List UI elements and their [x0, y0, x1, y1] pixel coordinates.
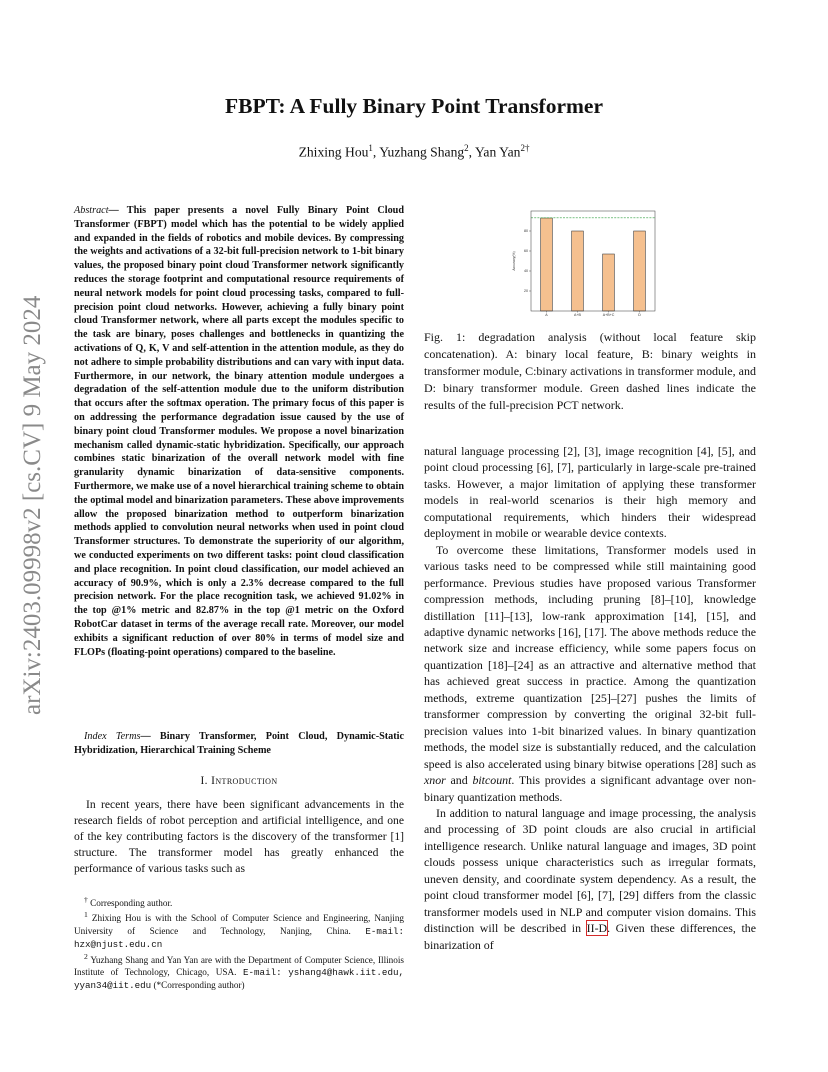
- y-tick-label: 80: [524, 229, 528, 234]
- author-line: Zhixing Hou$^1$, Yuzhang Shang$^2$, Yan Yan$^{2\dagger}$: [298, 143, 530, 160]
- body-paragraph: In addition to natural language and image processing, the analysis and processing of 3D point clouds are also crucial in artificial intelligence research. Unlike natural language and images, 3D point clouds possess unique characteristics such as irregular formats, uneven density, and coordinate system dependency. As a result, the point cloud transformer model [6], [7], [29] differs from the classic transformer models used in NLP and computer vision domains. This distinction will be described in II-D. Given these differences, the binarization of: [424, 805, 757, 952]
- figure-label: Fig. 1:: [424, 330, 466, 344]
- abstract-label: Abstract: [74, 205, 109, 216]
- footnote-2: $^2$ Yuzhang Shang and Yan Yan are with the Department of Computer Science, Illinois Institute of Technology, Chicago, USA. E-mail: yshang4@hawk.iit.edu, yyan34@iit.edu (*Corresponding author): [74, 951, 404, 992]
- figure-caption: [424, 329, 756, 414]
- y-axis-label: Accuracy(%): [512, 251, 516, 271]
- body-paragraph: To overcome these limitations, Transformer models used in various tasks need to be compressed while still maintaining good performance. Previous studies have proposed various Transformer compression methods, including pruning [8]–[10], knowledge distillation [11]–[13], low-rank approximation [14], [15], and adaptive dynamic networks [16], [17]. The above methods reduce the network size and increase efficiency, while some papers focus on quantization [18]–[24] as an attractive and alternative method that has achieved great success in practice. Among the quantization methods, extreme quantization [25]–[27] pushes the limits of transformer compression by converting the original 32-bit full-precision values into 1-bit binarized values. In binary quantization methods, the model size is substantially reduced, and the calculation speed is also accelerated using binary bitwise operations [28] such as xnor and bitcount. This provides a significant advantage over non-binary quantization methods.: [424, 542, 756, 804]
- author-name: Yan Yan: [474, 144, 521, 160]
- x-tick-label: A: [545, 313, 548, 317]
- footnotes: [74, 894, 404, 993]
- right-column-body: [424, 443, 756, 953]
- index-terms: Index Terms— Binary Transformer, Point Cloud, Dynamic-Static Hybridization, Hierarchical Training Scheme: [74, 731, 404, 756]
- section-title: Introduction: [211, 775, 278, 787]
- author-name: Yuzhang Shang: [379, 144, 465, 160]
- section-reference-link[interactable]: II-D: [586, 921, 608, 936]
- x-tick-label: A+B+C: [602, 313, 615, 317]
- figure-1-chart: [509, 205, 659, 317]
- abstract-text: This paper presents a novel Fully Binary Point Cloud Transformer (FBPT) model which has the potential to be widely applied and expanded in the fields of robotics and mobile devices. By compressing the weights and activations of a 32-bit full-precision network to 1-bit binary values, the proposed binary point cloud Transformer network significantly reduces the storage footprint and computational resource requirements of neural network models for point cloud processing tasks, compared to full-precision point cloud networks. However, achieving a fully binary point cloud Transformer network, where all parts except the modules specific to the task are binary, poses challenges and bottlenecks in quantizing the activations of Q, K, V and self-attention in the attention module, as they do not adhere to simple probability distributions and can vary with input data. Furthermore, in our network, the binary attention module undergoes a degradation of the self-attention module due to the uniform distribution that occurs after the softmax operation. The primary focus of this paper is on addressing the performance degradation issue caused by the use of binary point cloud Transformer modules. We propose a novel binarization mechanism called dynamic-static hybridization. Specifically, our approach combines static binarization of the overall network model with fine granularity dynamic binarization of data-sensitive components. Furthermore, we make use of a novel hierarchical training scheme to obtain the optimal model and binarization parameters. These above improvements allow the proposed binarization method to outperform binarization methods applied to convolution neural networks when used in point cloud Transformer structures. To demonstrate the superiority of our algorithm, we conducted experiments on two different tasks: point cloud classification and place recognition. In point cloud classification, our model achieved an accuracy of 90.9%, which is only a 2.3% decrease compared to the full precision network. For the place recognition task, we achieved 91.02% in the top @1% metric and 82.87% in the top @1 metric on the Oxford RobotCar dataset in terms of the average recall rate. Moreover, our model exhibits a significant reduction of over 80% in terms of model size and FLOPs (floating-point operations) compared to the baseline.: [74, 205, 404, 658]
- bar-a-plus-b: [572, 231, 584, 311]
- bar-d: [634, 231, 646, 311]
- section-heading: [74, 775, 404, 787]
- y-tick-label: 20: [524, 289, 528, 294]
- bar-a-plus-b-plus-c: [603, 254, 615, 311]
- email-link[interactable]: yshang4@hawk.iit.edu, yyan34@iit.edu: [74, 967, 404, 992]
- bar-chart: [509, 205, 659, 317]
- footnote-1: $^1$ Zhixing Hou is with the School of Computer Science and Engineering, Nanjing University of Science and Technology, Nanjing, China. E-mail: hzx@njust.edu.cn: [74, 910, 405, 950]
- email-link[interactable]: hzx@njust.edu.cn: [74, 938, 163, 950]
- section-number: I.: [200, 775, 208, 787]
- x-tick-label: D: [638, 313, 641, 317]
- figure-caption-text: degradation analysis (without local feature skip concatenation). A: binary local feature, B: binary weights in transformer module, C:binary activations in transformer module, and D: binary transformer module. Green dashed lines indicate the results of the full-precision PCT network.: [424, 330, 757, 412]
- y-tick-label: 60: [524, 249, 528, 254]
- bar-a: [541, 218, 553, 311]
- y-tick-label: 40: [524, 269, 528, 274]
- index-terms-text: Binary Transformer, Point Cloud, Dynamic-Static Hybridization, Hierarchical Training Scheme: [74, 731, 404, 756]
- footnote-dagger: † Corresponding author.: [84, 895, 173, 909]
- body-paragraph: natural language processing [2], [3], image recognition [4], [5], and point cloud processing [6], [7], particularly in large-scale pre-trained tasks. However, a major limitation of applying these transformer models in real-world scenarios is their high memory and computational requirements, which hinders their widespread deployment in mobile or wearable device contexts.: [424, 444, 756, 541]
- author-name: Zhixing Hou: [298, 144, 369, 160]
- abstract: Abstract— This paper presents a novel Fully Binary Point Cloud Transformer (FBPT) model which has the potential to be widely applied and expanded in the fields of robotics and mobile devices. By compressing the weights and activations of a 32-bit full-precision network to 1-bit binary values, the proposed binary point cloud Transformer network significantly reduces the storage footprint and computational resource requirements of neural network models for point cloud processing tasks, compared to full-precision point cloud networks. However, achieving a fully binary point cloud Transformer network, where all parts except the modules specific to the task are binary, poses challenges and bottlenecks in quantizing the activations of Q, K, V and self-attention in the attention module, as they do not adhere to simple probability distributions and can vary with input data. Furthermore, in our network, the binary attention module undergoes a degradation of the self-attention module due to the uniform distribution that occurs after the softmax operation. The primary focus of this paper is on addressing the performance degradation issue caused by the use of binary point cloud Transformer modules. We propose a novel binarization mechanism called dynamic-static hybridization. Specifically, our approach combines static binarization of the overall network model with fine granularity dynamic binarization of data-sensitive components. Furthermore, we make use of a novel hierarchical training scheme to obtain the optimal model and binarization parameters. These above improvements allow the proposed binarization method to outperform binarization methods applied to convolution neural networks when used in point cloud Transformer structures. To demonstrate the superiority of our algorithm, we conducted experiments on two different tasks: point cloud classification and place recognition. In point cloud classification, our model achieved an accuracy of 90.9%, which is only a 2.3% decrease compared to the full precision network. For the place recognition task, we achieved 91.02% in the top @1% metric and 82.87% in the top @1 metric on the Oxford RobotCar dataset in terms of the average recall rate. Moreover, our model exhibits a significant reduction of over 80% in terms of model size and FLOPs (floating-point operations) compared to the baseline.: [74, 205, 404, 658]
- author-affiliation-mark: 1: [368, 143, 373, 153]
- arxiv-stamp: [6, 255, 54, 715]
- intro-paragraph: In recent years, there have been significant advancements in the research fields of robot perception and artificial intelligence, and one of the key contributing factors is the discovery of the transformer [1] structure. The transformer model has greatly enhanced the performance of various tasks such as: [74, 798, 404, 875]
- author-affiliation-mark: 2†: [520, 143, 530, 153]
- index-terms-label: Index Terms: [84, 731, 141, 742]
- x-tick-label: A+B: [574, 313, 581, 317]
- author-affiliation-mark: 2: [464, 143, 469, 153]
- arxiv-stamp-text: arXiv:2403.09998v2 [cs.CV] 9 May 2024: [19, 295, 46, 715]
- paper-title: FBPT: A Fully Binary Point Transformer: [224, 94, 604, 118]
